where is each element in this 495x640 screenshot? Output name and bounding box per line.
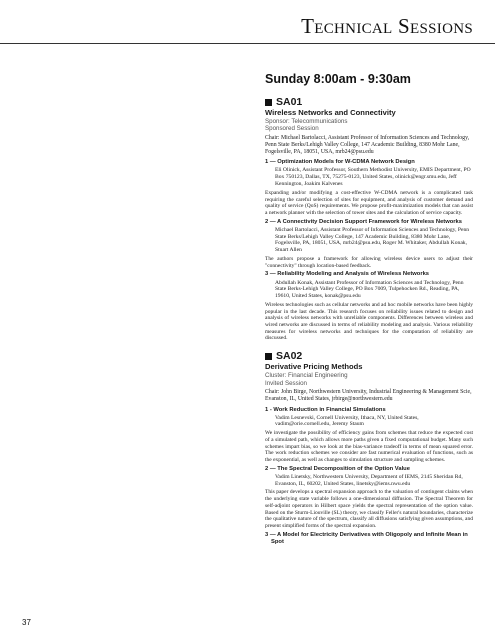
talk-item (265, 466, 473, 530)
session-code-label: SA01 (276, 96, 303, 108)
session-title: Wireless Networks and Connectivity (265, 108, 396, 117)
page-number: 37 (22, 618, 31, 627)
talk-title: 1 - Work Reduction in Financial Simulations (265, 406, 386, 413)
talk-item (265, 271, 473, 342)
session-sponsor: Sponsor: Telecommunications (265, 117, 348, 125)
session-type: Sponsored Session (265, 125, 319, 133)
square-bullet-icon (265, 353, 272, 360)
session-sa01 (265, 96, 473, 342)
session-sa02 (265, 350, 473, 546)
session-cluster: Cluster: Financial Engineering (265, 371, 348, 379)
talk-abstract: This paper develops a spectral expansion approach to the valuation of contingent claims when the underlying state variable follows a one-dimensional diffusion. The Spectral Theorem for self-adjoint operators in Hilbert space yields the spectral representation of the option value. Based on the Sturm-Liouville (SL) theory, we classify Feller's natural boundaries, characterize the qualitative nature of the spectrum, classify all diffusions satisfying given assumptions, and present simplified forms of the spectral expansion. (265, 489, 473, 529)
talk-item (265, 159, 473, 216)
talk-item (265, 407, 473, 464)
session-column (265, 72, 473, 554)
talk-authors: Vadim Lesnevski, Cornell University, Ithaca, NY, United States, vadim@orie.cornell.edu, Jeremy Staum (275, 414, 419, 428)
talk-title: 2 — The Spectral Decomposition of the Option Value (265, 465, 410, 472)
talk-authors: Michael Bartolacci, Assistant Professor of Information Sciences and Technology, Penn State Berks/Lehigh Valley College, 147 Academic Building, 8380 Mohr Lane, Fogelsville, PA, 18051, USA, mrb24@psu.edu, Roger M. Whitaker, Abdullah Konak, Stuart Allen (275, 226, 470, 254)
session-type: Invited Session (265, 379, 307, 387)
talk-item (265, 532, 473, 546)
talk-authors: Abdullah Konak, Assistant Professor of Information Sciences and Technology, Penn State Berks-Lehigh Valley College, PO Box 7009, Tulpehocken Rd., Reading, PA, 19610, United States, konak@psu.edu (275, 279, 464, 300)
session-code (265, 350, 473, 362)
session-chair: Chair: Michael Bartolacci, Assistant Professor of Information Sciences and Technology, Penn State Berks/Lehigh Valley College, 147 Academic Building, 8380 Mohr Lane, Fogelsville, PA, 18051, USA, mrb24@psu.edu (265, 135, 470, 156)
talk-abstract: We investigate the possibility of efficiency gains from schemes that reduce the expected cost of a simulated path, which allows more paths given a fixed computational budget. Many such schemes impart bias, so we look at the bias-variance tradeoff in terms of mean squared error. The work reduction schemes we consider are fast numerical evaluation of functions, such as the exponential, as well as changes to simulation structure and sampling schemes. (265, 430, 473, 463)
talk-title: 3 — Reliability Modeling and Analysis of Wireless Networks (265, 271, 430, 278)
day-heading: Sunday 8:00am - 9:30am (265, 72, 411, 86)
talk-authors: Eli Olinick, Assistant Professor, Southern Methodist University, EMIS Department, PO Box 750123, Dallas, TX, 75275-0123, United States, olinick@engr.smu.edu, Jeff Kennington, Joakim Kalvenes (275, 167, 471, 188)
talk-abstract: Expanding and/or modifying a cost-effective W-CDMA network is a complicated task requiring the careful selection of sites for equipment, and analysis of customer demand and quality of service (QoS) requirements. We propose profit-maximization models that can assist a network planner with the selection of tower sites and the calculation of service capacity. (265, 189, 473, 217)
square-bullet-icon (265, 99, 272, 106)
session-chair: Chair: John Birge, Northwestern University, Industrial Engineering & Management Scie, Evanston, IL, United States, jrbirge@northwestern.edu (265, 389, 472, 403)
running-header-title: Technical Sessions (301, 14, 473, 38)
talk-abstract: Wireless technologies such as cellular networks and ad hoc mobile networks have been highly popular in the last decade. This research focuses on reliability issues related to design and analysis of wireless networks with unreliable components. Differences between wireless and wired networks are discussed in terms of reliability modeling and analysis. Various reliability measures for wireless networks and techniques for the computation of reliability are discussed. (265, 301, 473, 342)
session-code (265, 96, 473, 108)
session-title: Derivative Pricing Methods (265, 362, 363, 372)
talk-title: 3 — A Model for Electricity Derivatives with Oligopoly and Infinite Mean in Spot (265, 531, 468, 545)
talk-item (265, 219, 473, 270)
header-divider (0, 43, 495, 44)
session-code-label: SA02 (276, 350, 303, 363)
talk-abstract: The authors propose a framework for allowing wireless device users to adjust their "connectivity" through location-based feedback. (265, 256, 473, 269)
talk-authors: Vadim Linetsky, Northwestern University, Department of IEMS, 2145 Sheridan Rd, Evanston, IL, 60202, United States, linetsky@iems.nwu.edu (275, 473, 463, 487)
talk-title: 1 — Optimization Models for W-CDMA Network Design (265, 159, 415, 166)
talk-title: 2 — A Connectivity Decision Support Framework for Wireless Networks (265, 218, 462, 225)
